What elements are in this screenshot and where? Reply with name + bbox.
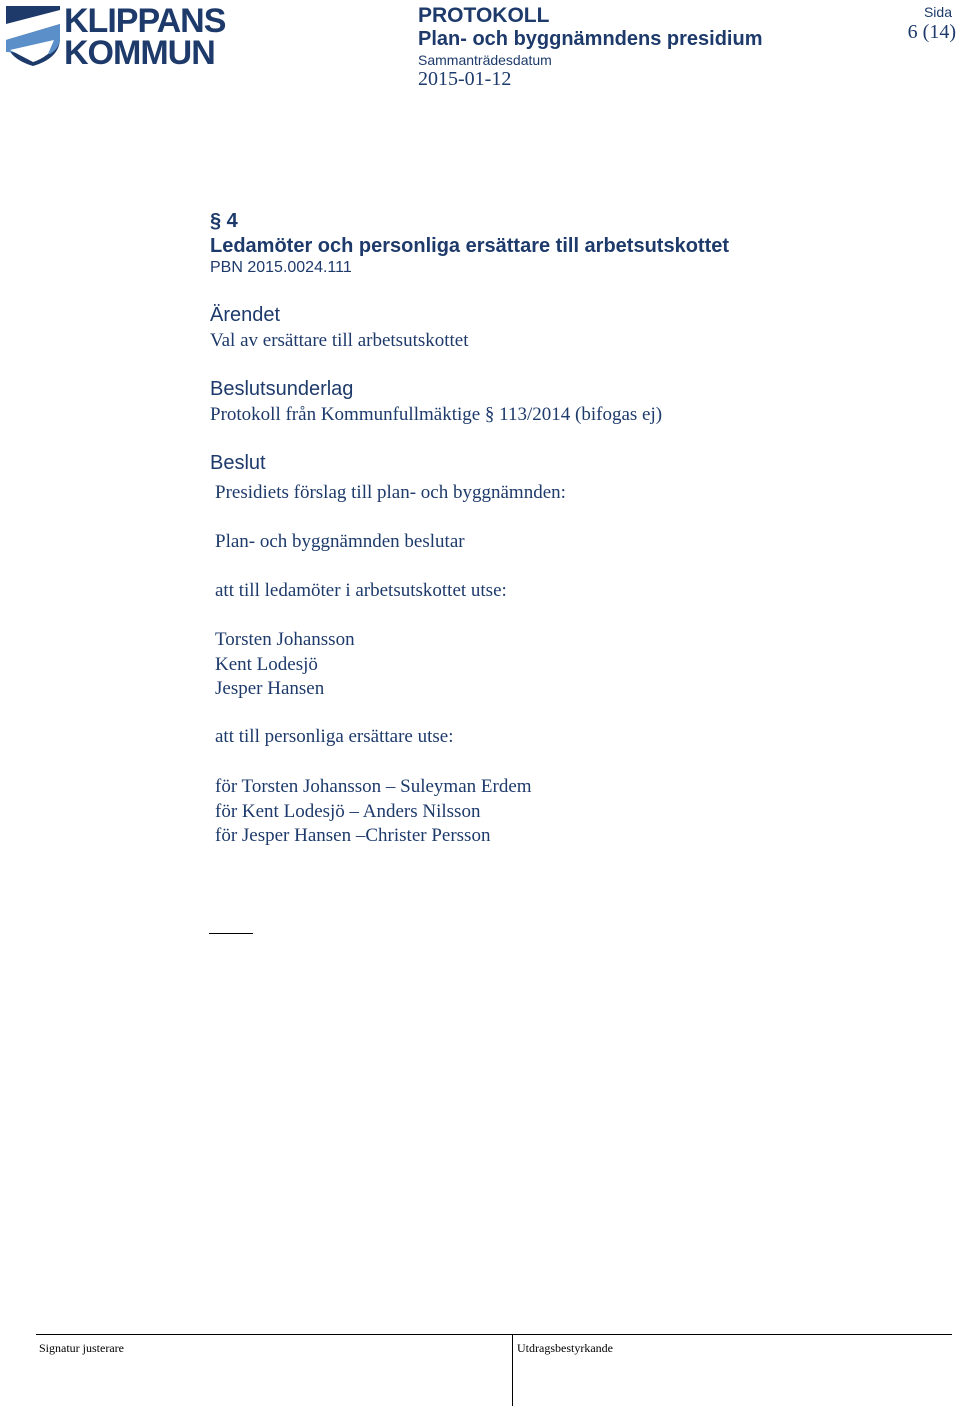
page-number: 6 (14) <box>907 21 956 43</box>
municipality-logo <box>4 2 226 72</box>
beslut-intro: Presidiets förslag till plan- och byggnämnden: <box>215 482 566 503</box>
substitute-entry: för Jesper Hansen –Christer Persson <box>215 825 491 846</box>
heading-beslut: Beslut <box>210 452 266 474</box>
substitutes-list <box>215 775 532 849</box>
arendet-text: Val av ersättare till arbetsutskottet <box>210 330 469 351</box>
member-name: Jesper Hansen <box>215 678 325 699</box>
member-name: Torsten Johansson <box>215 629 355 650</box>
heading-arendet: Ärendet <box>210 304 281 326</box>
municipal-shield-icon <box>4 4 62 68</box>
substitute-entry: för Kent Lodesjö – Anders Nilsson <box>215 800 481 822</box>
page-label: Sida <box>923 4 952 20</box>
logo-text-line2: KOMMUN <box>64 34 215 72</box>
footer-rule <box>36 1334 952 1335</box>
document-type: PROTOKOLL <box>418 4 550 27</box>
section-end-rule <box>209 933 253 934</box>
section-number: § 4 <box>210 210 238 232</box>
footer-signature-label: Signatur justerare <box>39 1341 124 1355</box>
section-title: Ledamöter och personliga ersättare till arbetsutskottet <box>210 235 730 257</box>
footer-divider <box>512 1334 513 1406</box>
logo-text-line1: KLIPPANS <box>64 2 226 40</box>
substitute-entry: för Torsten Johansson – Suleyman Erdem <box>215 776 532 797</box>
member-name: Kent Lodesjö <box>215 653 318 675</box>
meeting-date: 2015-01-12 <box>418 68 512 90</box>
case-number: PBN 2015.0024.111 <box>210 259 352 276</box>
substitutes-intro: att till personliga ersättare utse: <box>215 726 454 747</box>
footer-certification-label: Utdragsbestyrkande <box>517 1341 613 1355</box>
beslut-decision: Plan- och byggnämnden beslutar <box>215 531 465 552</box>
members-intro: att till ledamöter i arbetsutskottet utse: <box>215 580 507 601</box>
committee-name: Plan- och byggnämndens presidium <box>418 28 763 50</box>
meeting-date-label: Sammanträdesdatum <box>418 52 552 68</box>
members-list <box>215 628 355 702</box>
heading-beslutsunderlag: Beslutsunderlag <box>210 378 354 400</box>
beslutsunderlag-text: Protokoll från Kommunfullmäktige § 113/2014 (bifogas ej) <box>210 404 663 425</box>
